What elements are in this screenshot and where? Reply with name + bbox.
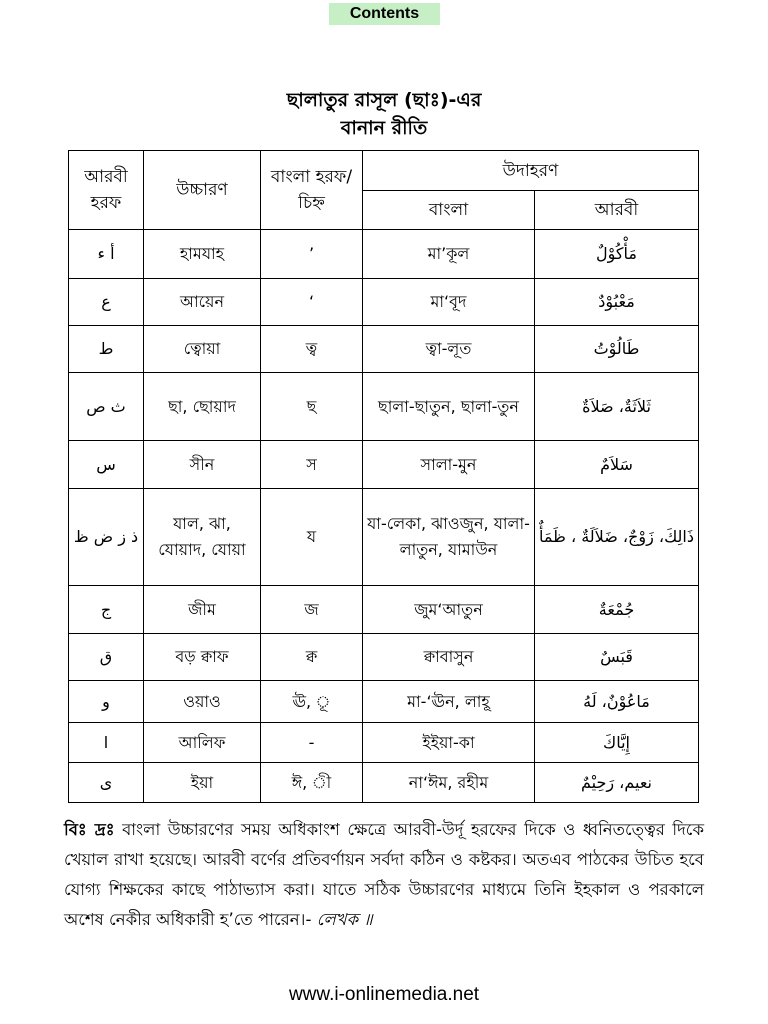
header-example: উদাহরণ: [363, 151, 699, 191]
table-row: [69, 279, 699, 326]
cell-bangla-letter: ঊ, ূ: [261, 681, 363, 723]
cell-pronunciation: আলিফ: [144, 723, 261, 763]
cell-pronunciation: হামযাহ: [144, 230, 261, 279]
table-row: [69, 441, 699, 489]
cell-example-bangla: মা’কূল: [363, 230, 535, 279]
cell-pronunciation: জীম: [144, 586, 261, 634]
table-row: [69, 586, 699, 634]
header-example-bangla: বাংলা: [363, 191, 535, 230]
cell-example-arabic: جُمْعَةٌ: [535, 586, 699, 634]
cell-arabic-letter: ى: [69, 763, 144, 803]
table-row: [69, 230, 699, 279]
contents-button[interactable]: Contents: [329, 3, 440, 25]
cell-example-bangla: ইইয়া-কা: [363, 723, 535, 763]
cell-bangla-letter: য: [261, 489, 363, 586]
cell-bangla-letter: ত্ব: [261, 326, 363, 373]
cell-pronunciation: ওয়াও: [144, 681, 261, 723]
footer-url: www.i-onlinemedia.net: [288, 984, 480, 1005]
cell-bangla-letter: ঈ, ী: [261, 763, 363, 803]
cell-bangla-letter: ক্ব: [261, 634, 363, 681]
cell-arabic-letter: ا: [69, 723, 144, 763]
footnote: [64, 815, 704, 935]
cell-example-bangla: সালা-মুন: [363, 441, 535, 489]
header-arabic-letter: আরবী হরফ: [69, 151, 144, 230]
cell-example-bangla: ছালা-ছাতুন, ছালা-তুন: [363, 373, 535, 441]
footnote-author: লেখক ॥: [316, 910, 373, 929]
cell-example-bangla: ত্বা-লূত: [363, 326, 535, 373]
cell-example-arabic: طَالُوْتُ: [535, 326, 699, 373]
cell-arabic-letter: ع: [69, 279, 144, 326]
cell-example-arabic: سَلاَمٌ: [535, 441, 699, 489]
cell-bangla-letter: ছ: [261, 373, 363, 441]
cell-example-bangla: ক্বাবাসুন: [363, 634, 535, 681]
cell-example-arabic: مَاعُوْنٌ، لَهُ: [535, 681, 699, 723]
footnote-label: বিঃ দ্রঃ: [64, 820, 115, 839]
header-bangla-letter: বাংলা হরফ/চিহ্ন: [261, 151, 363, 230]
table-row: [69, 373, 699, 441]
table-row: [69, 326, 699, 373]
cell-pronunciation: ছা, ছোয়াদ: [144, 373, 261, 441]
table-row: [69, 723, 699, 763]
cell-bangla-letter: জ: [261, 586, 363, 634]
table-row: [69, 634, 699, 681]
header-pronunciation: উচ্চারণ: [144, 151, 261, 230]
cell-bangla-letter: ‘: [261, 279, 363, 326]
cell-arabic-letter: أ ء: [69, 230, 144, 279]
cell-bangla-letter: স: [261, 441, 363, 489]
cell-pronunciation: যাল, ঝা, যোয়াদ, যোয়া: [144, 489, 261, 586]
cell-pronunciation: বড় ক্বাফ: [144, 634, 261, 681]
cell-example-arabic: ثَلاَثَةٌ، صَلاَةٌ: [535, 373, 699, 441]
cell-example-bangla: না‘ঈম, রহীম: [363, 763, 535, 803]
cell-bangla-letter: -: [261, 723, 363, 763]
header-example-arabic: আরবী: [535, 191, 699, 230]
cell-bangla-letter: ’: [261, 230, 363, 279]
cell-example-bangla: যা-লেকা, ঝাওজুন, যালা-লাতুন, যামাউন: [363, 489, 535, 586]
cell-pronunciation: ইয়া: [144, 763, 261, 803]
table-row: [69, 489, 699, 586]
cell-arabic-letter: ج: [69, 586, 144, 634]
cell-example-arabic: نعيم، رَحِيْمٌ: [535, 763, 699, 803]
cell-example-arabic: ذَالِكَ، زَوْجٌ، ضَلاَلَةٌ ، ظَمَأٌ: [535, 489, 699, 586]
cell-example-arabic: قَبَسٌ: [535, 634, 699, 681]
cell-example-arabic: إِيَّاكَ: [535, 723, 699, 763]
spelling-table: [68, 150, 699, 803]
cell-example-arabic: مَعْبُوْدٌ: [535, 279, 699, 326]
footnote-text: বাংলা উচ্চারণের সময় অধিকাংশ ক্ষেত্রে আরবী-উর্দূ হরফের দিকে ও ধ্বনিতত্ত্বের দিকে খেয়াল রাখা হয়েছে। আরবী বর্ণের প্রতিবর্ণায়ন সর্বদা কঠিন ও কষ্টকর। অতএব পাঠকের উচিত হবে যোগ্য শিক্ষকের কাছে পাঠাভ্যাস করা। যাতে সঠিক উচ্চারণের মাধ্যমে তিনি ইহকাল ও পরকালে অশেষ নেকীর অধিকারী হ’তে পারেন।-: [64, 820, 704, 929]
table-row: [69, 763, 699, 803]
cell-arabic-letter: ث ص: [69, 373, 144, 441]
table-row: [69, 681, 699, 723]
cell-arabic-letter: ق: [69, 634, 144, 681]
cell-example-bangla: মা‘বূদ: [363, 279, 535, 326]
cell-arabic-letter: ط: [69, 326, 144, 373]
cell-arabic-letter: و: [69, 681, 144, 723]
page-title-line2: বানান রীতি: [340, 117, 428, 139]
cell-example-bangla: জুম‘আতুন: [363, 586, 535, 634]
cell-example-bangla: মা-‘ঊন, লাহূ: [363, 681, 535, 723]
cell-arabic-letter: ذ ز ض ظ: [69, 489, 144, 586]
cell-pronunciation: আয়েন: [144, 279, 261, 326]
cell-pronunciation: সীন: [144, 441, 261, 489]
cell-arabic-letter: س: [69, 441, 144, 489]
cell-pronunciation: ত্বোয়া: [144, 326, 261, 373]
cell-example-arabic: مَأْكُوْلٌ: [535, 230, 699, 279]
page-title-line1: ছালাতুর রাসূল (ছাঃ)-এর: [286, 89, 482, 111]
